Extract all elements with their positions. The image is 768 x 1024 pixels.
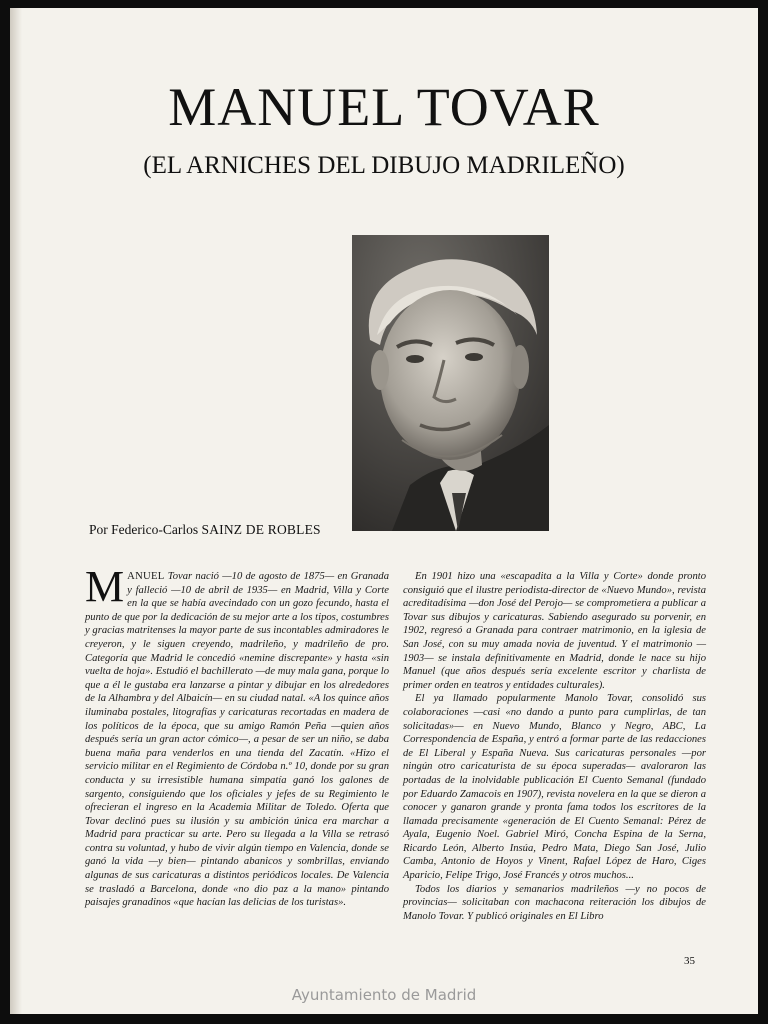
paragraph: En 1901 hizo una «escapadita a la Villa y Corte» donde pronto consiguió que el ilustre periodista-director de «Nuevo Mundo», revista acreditadísima —don José del Perojo— se comprometiera a publicar a Tovar sus dibujos y caricaturas. Sabiendo asegurado su porvenir, en 1902, regresó a Granada para contraer matrimonio, en la iglesia de San José, con su muy amada novia de juventud. Y el matrimonio —1903— se instala definitivamente en Madrid, donde le nace su hijo Manuel (que años después sería excelente escritor y charlista de primer orden en teatros y entidades culturales). bbox=[403, 571, 706, 691]
first-word: ANUEL bbox=[127, 571, 165, 582]
text-column-left bbox=[85, 562, 389, 910]
article-subtitle: (EL ARNICHES DEL DIBUJO MADRILEÑO) bbox=[143, 152, 625, 179]
drop-cap: M bbox=[85, 562, 125, 611]
byline-surname: SAINZ DE ROBLES bbox=[201, 522, 321, 537]
paragraph: Todos los diarios y semanarios madrileños —y no pocos de provincias— solicitaban con machacona reiteración los dibujos de Manolo Tovar. Y publicó originales en El Libro bbox=[403, 883, 706, 922]
portrait-photo bbox=[352, 235, 549, 531]
text-column-right bbox=[403, 570, 706, 923]
article-title: MANUEL TOVAR bbox=[168, 77, 600, 137]
page-number: 35 bbox=[684, 955, 695, 967]
paragraph: El ya llamado popularmente Manolo Tovar, consolidó sus colaboraciones —casi «no dando a punto para cumplirlas, de tan solicitadas»— en Nuevo Mundo, Blanco y Negro, ABC, La Correspondencia de España, y entró a formar parte de las redacciones de El Liberal y España Nueva. Sus caricaturas personales —por ningún otro caricaturista de su época superadas— avaloraron las portadas de la inolvidable publicación El Cuento Semanal (fundado por Eduardo Zamacois en 1907), revista novelera en la que se dieron a conocer y ganaron grande y pronta fama todos los escritores de la llamada precisamente «generación de El Cuento Semanal: Pérez de Ayala, Eugenio Noel. Gabriel Miró, Concha Espina de la Serna, Ricardo León, Alberto Insúa, Pedro Mata, Diego San José, Julio Camba, Antonio de Hoyos y Vinent, Rafael López de Haro, Ciges Aparicio, Felipe Trigo, José Francés y otros muchos... bbox=[403, 693, 706, 882]
paragraph-text: Tovar nació —10 de agosto de 1875— en Granada y falleció —10 de abril de 1935— en Madrid, Villa y Corte en la que se había avecindado con un gozo fecundo, hasta el punto de que por la dedicación de su mejor arte a los tipos, costumbres y gracias matritenses la mayor parte de sus incontables admiradores le creyeron, y le siguen creyendo, madrileño, y madrileño de pro. Categoría que Madrid le concedió «nemine discrepante» y hasta «sin vuelta de hoja». Estudió el bachillerato —de muy mala gana, porque lo que a él le gustaba era lanzarse a pintar y dibujar en los alrededores de la Alhambra y del Albaicín— en su ciudad natal. «A los quince años iluminaba postales, litografías y caricaturas recortadas en madera de los políticos de la época, que su amigo Ramón Peña —quien años después sería un gran actor cómico—, a pesar de ser un niño, se daba buena maña para venderlos en una tienda del Zacatín. «Hizo el servicio militar en el Regimiento de Córdoba n.º 10, donde por su gran conducta y su irresistible humana simpatía ganó los galones de sargento, consiguiendo que los oficiales y jefes de su Regimiento le ofrecieran el ingreso en la Academia Militar de Toledo. Oferta que Tovar declinó pues su ilusión y su ambición única era marchar a Madrid para practicar su arte. Pero su llegada a la Villa se retrasó contra su voluntad, y hubo de vivir algún tiempo en Valencia, donde se ganó la vida —y bien— pintando abanicos y sombrillas, enviando algunas de sus caricaturas a distintos periódicos locales. De Valencia se trasladó a Barcelona, donde «no dio paz a la mano» pintando paisajes granadinos «que hacían las delicias de los turistas». bbox=[85, 571, 389, 909]
paragraph bbox=[85, 562, 389, 910]
watermark: Ayuntamiento de Madrid bbox=[291, 986, 477, 1004]
magazine-page bbox=[10, 8, 758, 1014]
portrait-illustration bbox=[352, 235, 549, 531]
byline-prefix: Por Federico-Carlos bbox=[89, 522, 199, 537]
byline bbox=[89, 522, 321, 538]
